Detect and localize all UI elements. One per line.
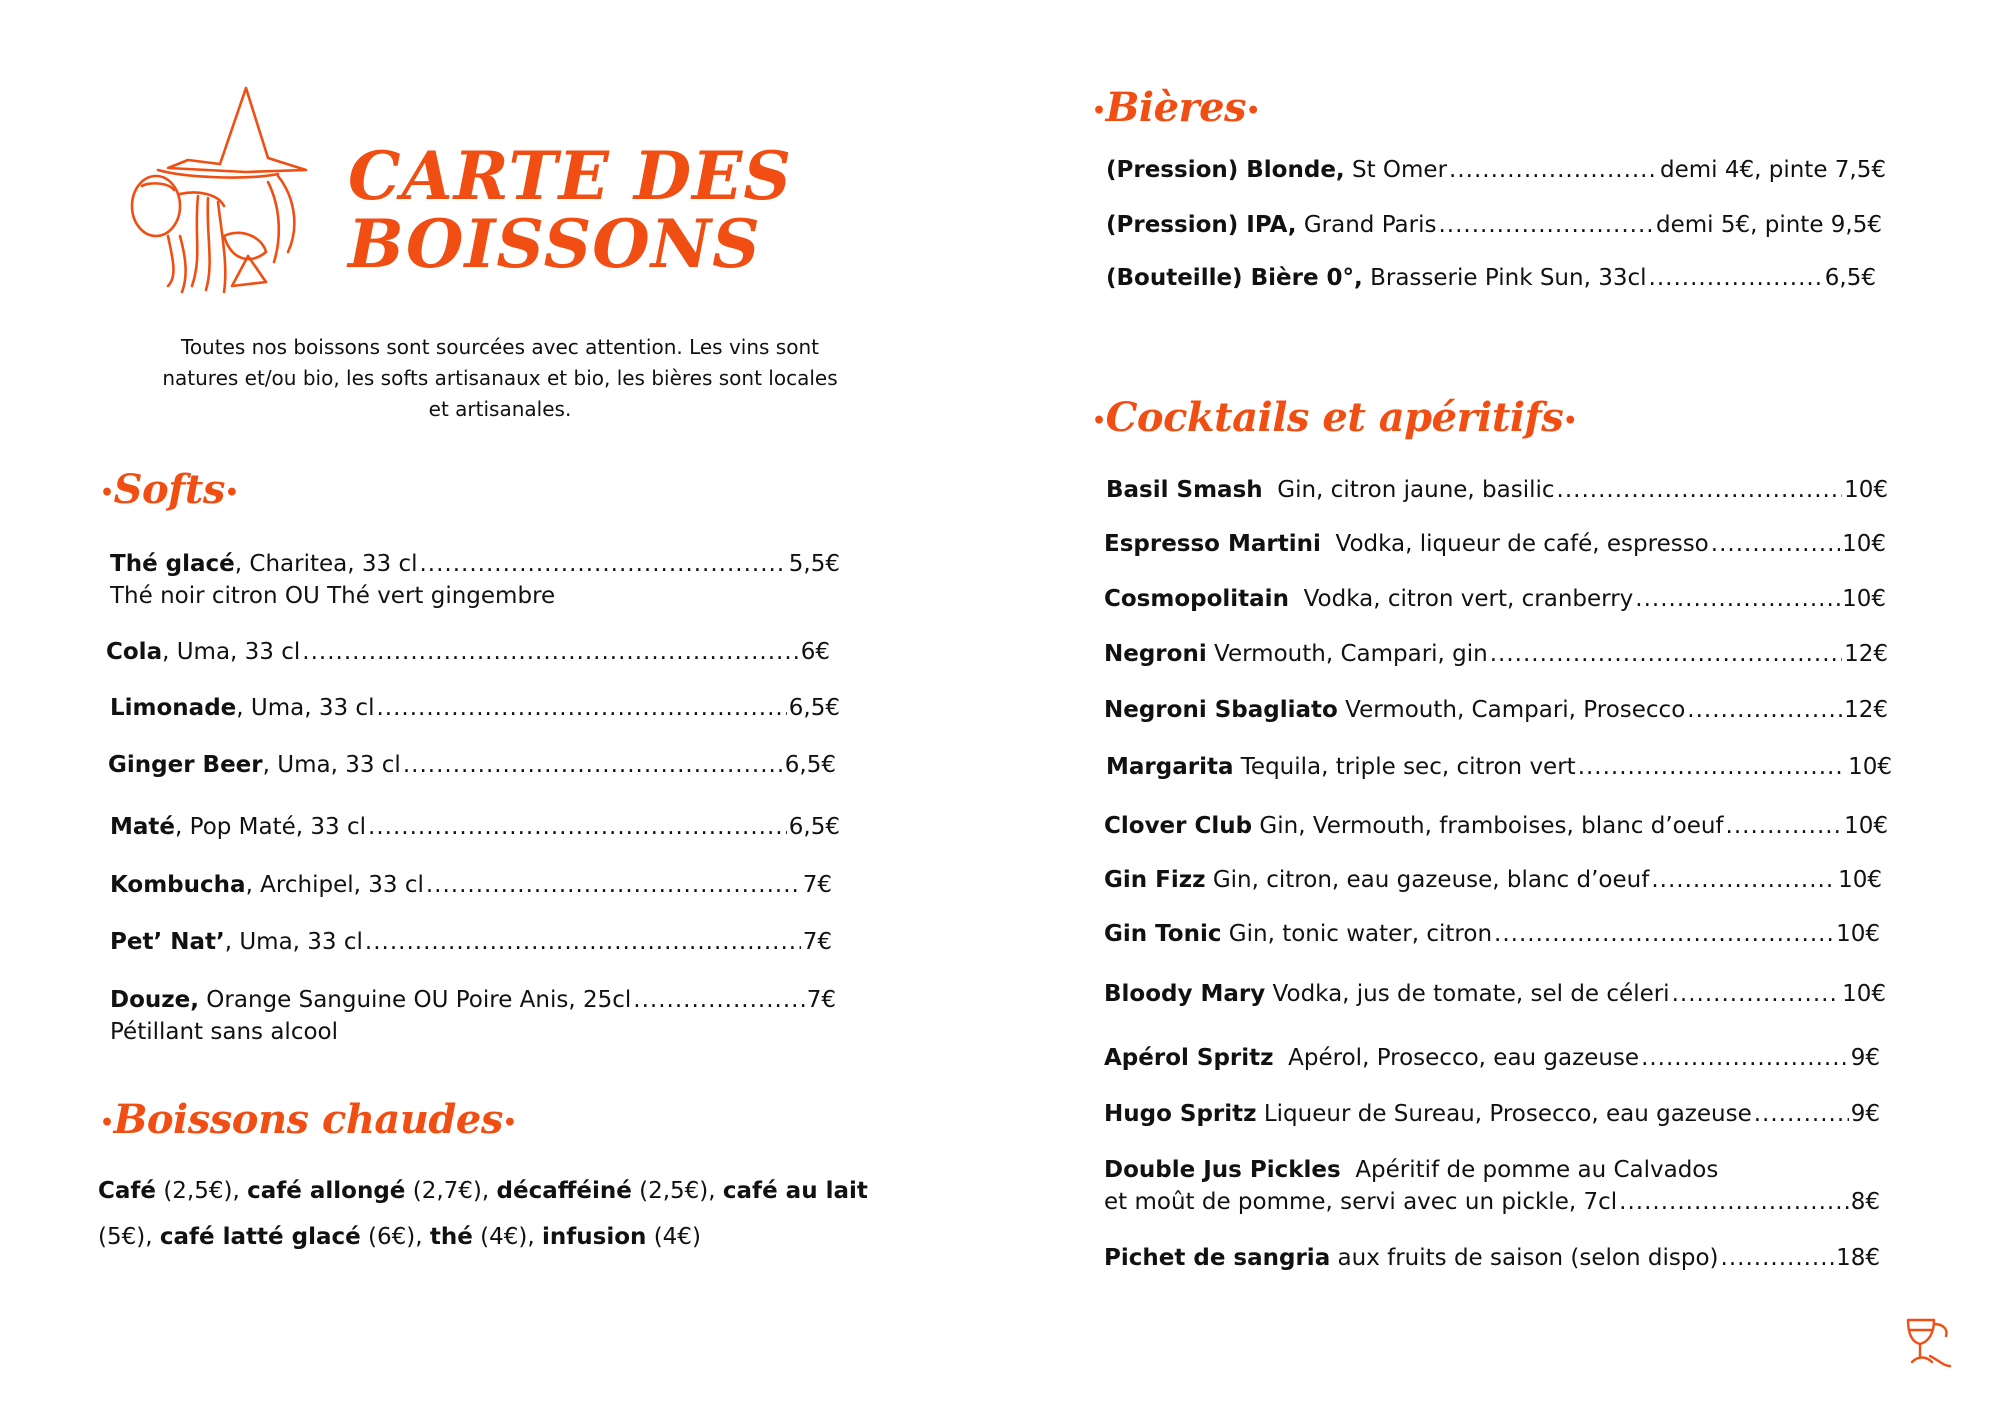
menu-item <box>1104 810 1888 842</box>
item-price: 9€ <box>1850 1101 1880 1127</box>
item-text: (Pression) Blonde, St Omer <box>1106 157 1448 183</box>
item-price: 7€ <box>802 872 832 898</box>
item-price: 12€ <box>1844 697 1888 723</box>
item-price: 10€ <box>1848 754 1892 780</box>
item-price: 10€ <box>1842 586 1886 612</box>
item-text: Kombucha, Archipel, 33 cl <box>110 872 424 898</box>
menu-item <box>1104 638 1888 670</box>
item-price: 18€ <box>1836 1245 1880 1271</box>
menu-item <box>1104 864 1882 896</box>
menu-item <box>110 926 832 958</box>
item-text: Hugo Spritz Liqueur de Sureau, Prosecco, eau gazeuse <box>1104 1101 1752 1127</box>
menu-item <box>1104 1242 1880 1274</box>
item-price: 7€ <box>806 987 836 1013</box>
item-subtext: Pétillant sans alcool <box>110 1019 339 1045</box>
item-subtext: Thé noir citron OU Thé vert gingembre <box>110 583 556 609</box>
item-price: 10€ <box>1844 813 1888 839</box>
item-text: Gin Tonic Gin, tonic water, citron <box>1104 921 1493 947</box>
menu-item <box>110 811 840 843</box>
glass-icon <box>1904 1316 1954 1370</box>
menu-item <box>110 548 840 580</box>
item-price: 9€ <box>1850 1045 1880 1071</box>
menu-item <box>1106 474 1888 506</box>
menu-item-text: Double Jus Pickles Apéritif de pomme au Calvados <box>1104 1157 1719 1183</box>
title-line-1: CARTE DES <box>348 137 793 215</box>
menu-item <box>1104 1098 1880 1130</box>
menu-item <box>108 749 836 781</box>
menu-item <box>1106 154 1886 186</box>
item-text: Pet’ Nat’, Uma, 33 cl <box>110 929 363 955</box>
item-text: Cosmopolitain Vodka, citron vert, cranberry <box>1104 586 1634 612</box>
menu-item <box>110 692 840 724</box>
item-text: Bloody Mary Vodka, jus de tomate, sel de céleri <box>1104 981 1670 1007</box>
item-text: Negroni Sbagliato Vermouth, Campari, Prosecco <box>1104 697 1686 723</box>
item-price: 6,5€ <box>784 752 836 778</box>
item-price: demi 4€, pinte 7,5€ <box>1659 157 1886 183</box>
item-price: 12€ <box>1844 641 1888 667</box>
item-price: demi 5€, pinte 9,5€ <box>1655 212 1882 238</box>
menu-item <box>1104 694 1888 726</box>
item-price: 10€ <box>1844 477 1888 503</box>
cocktails-heading-label: Cocktails et apéritifs <box>1105 394 1564 441</box>
menu-item <box>1104 1186 1880 1218</box>
hot-drinks-heading-label: Boissons chaudes <box>113 1096 503 1143</box>
title-line-2: BOISSONS <box>348 205 761 283</box>
menu-item <box>1104 1042 1880 1074</box>
softs-heading: •Softs• <box>100 466 239 513</box>
item-text: Limonade, Uma, 33 cl <box>110 695 375 721</box>
hot-drinks-list: Café (2,5€), café allongé (2,7€), décafféiné (2,5€), café au lait (5€), café latté glacé (6€), thé (4€), infusion (4€) <box>98 1178 868 1250</box>
item-text: (Bouteille) Bière 0°, Brasserie Pink Sun, 33cl <box>1106 265 1647 291</box>
item-text: (Pression) IPA, Grand Paris <box>1106 212 1437 238</box>
item-text: et moût de pomme, servi avec un pickle, 7cl <box>1104 1189 1618 1215</box>
item-text: Cola, Uma, 33 cl <box>106 639 301 665</box>
item-price: 10€ <box>1842 981 1886 1007</box>
menu-item <box>1104 978 1886 1010</box>
item-text: Negroni Vermouth, Campari, gin <box>1104 641 1488 667</box>
beers-heading: •Bières• <box>1092 84 1260 131</box>
item-text: Thé glacé, Charitea, 33 cl <box>110 551 418 577</box>
item-text: Pichet de sangria aux fruits de saison (selon dispo) <box>1104 1245 1719 1271</box>
item-text: Basil Smash Gin, citron jaune, basilic <box>1106 477 1555 503</box>
item-price: 6,5€ <box>788 814 840 840</box>
item-price: 10€ <box>1836 921 1880 947</box>
item-price: 6,5€ <box>788 695 840 721</box>
item-text: Espresso Martini Vodka, liqueur de café, espresso <box>1104 531 1709 557</box>
menu-item <box>110 869 832 901</box>
item-text: Maté, Pop Maté, 33 cl <box>110 814 367 840</box>
beers-heading-label: Bières <box>1105 84 1247 131</box>
item-price: 6,5€ <box>1824 265 1876 291</box>
menu-item <box>110 984 836 1016</box>
witch-logo-icon <box>128 86 318 296</box>
intro-text: Toutes nos boissons sont sourcées avec attention. Les vins sont natures et/ou bio, les softs artisanaux et bio, les bières sont locales et artisanales. <box>162 335 838 421</box>
page-title <box>348 137 868 283</box>
menu-item <box>1106 262 1876 294</box>
item-text: Gin Fizz Gin, citron, eau gazeuse, blanc d’oeuf <box>1104 867 1650 893</box>
menu-item <box>1106 209 1882 241</box>
menu-item <box>1104 918 1880 950</box>
item-price: 8€ <box>1850 1189 1880 1215</box>
item-text: Margarita Tequila, triple sec, citron vert <box>1106 754 1576 780</box>
item-text: Douze, Orange Sanguine OU Poire Anis, 25cl <box>110 987 632 1013</box>
item-price: 5,5€ <box>788 551 840 577</box>
item-price: 6€ <box>800 639 830 665</box>
softs-heading-label: Softs <box>113 466 225 513</box>
item-price: 10€ <box>1838 867 1882 893</box>
cocktails-heading: •Cocktails et apéritifs• <box>1092 394 1577 441</box>
menu-item <box>1104 583 1886 615</box>
item-text: Clover Club Gin, Vermouth, framboises, blanc d’oeuf <box>1104 813 1724 839</box>
menu-item <box>106 636 830 668</box>
item-price: 10€ <box>1842 531 1886 557</box>
menu-item <box>1104 528 1886 560</box>
hot-drinks-heading: •Boissons chaudes• <box>100 1096 517 1143</box>
item-text: Apérol Spritz Apérol, Prosecco, eau gazeuse <box>1104 1045 1640 1071</box>
item-text: Ginger Beer, Uma, 33 cl <box>108 752 401 778</box>
item-price: 7€ <box>802 929 832 955</box>
menu-item <box>1106 751 1892 783</box>
